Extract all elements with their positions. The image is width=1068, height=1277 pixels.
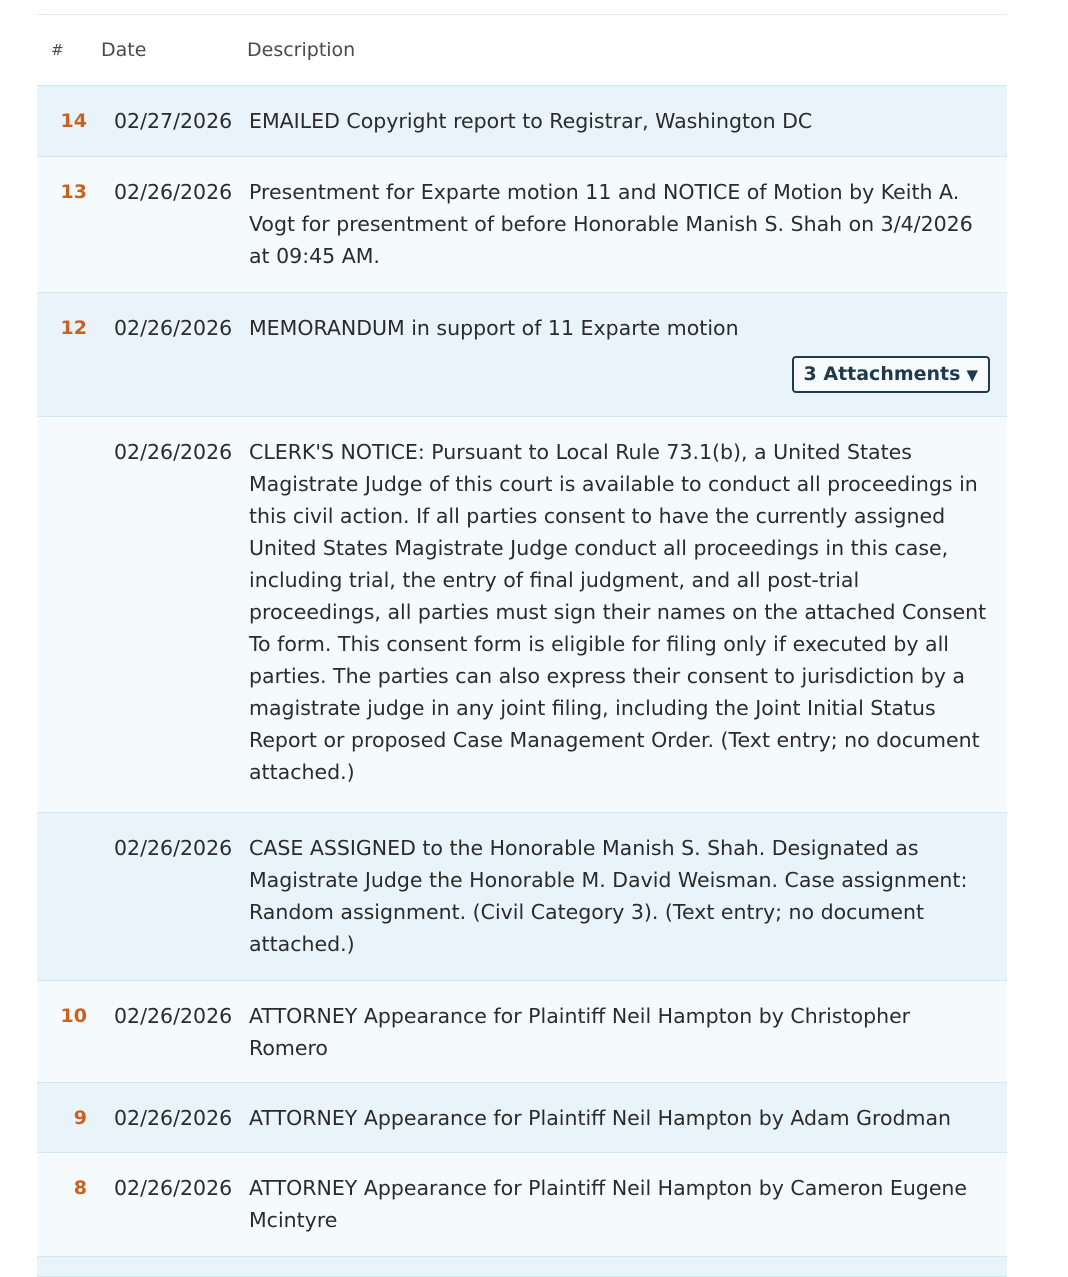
entry-date: 02/26/2026 <box>114 440 233 464</box>
table-row <box>37 813 1007 981</box>
entry-date: 02/26/2026 <box>114 1004 233 1028</box>
entry-date: 02/26/2026 <box>114 180 233 204</box>
entry-description: EMAILED Copyright report to Registrar, Washington DC <box>249 109 813 133</box>
attachments-container <box>249 344 989 393</box>
entry-description: CLERK'S NOTICE: Pursuant to Local Rule 73.1(b), a United States Magistrate Judge of this court is available to conduct all proceedings in this civil action. If all parties consent to have the currently assigned United States Magistrate Judge conduct all proceedings in this case, including trial, the entry of final judgment, and all post-trial proceedings, all parties must sign their names on the attached Consent To form. This consent form is eligible for filing only if executed by all parties. The parties can also express their consent to jurisdiction by a magistrate judge in any joint filing, including the Joint Initial Status Report or proposed Case Management Order. (Text entry; no document attached.) <box>249 440 987 784</box>
entry-date: 02/27/2026 <box>114 109 233 133</box>
table-row <box>37 157 1007 293</box>
entry-date: 02/26/2026 <box>114 1176 233 1200</box>
table-row-partial <box>37 1257 1007 1277</box>
entry-description: Presentment for Exparte motion 11 and NOTICE of Motion by Keith A. Vogt for presentment of before Honorable Manish S. Shah on 3/4/2026 at 09:45 AM. <box>249 180 973 268</box>
entry-number[interactable]: 10 <box>60 1005 87 1027</box>
table-row <box>37 417 1007 813</box>
entry-date: 02/26/2026 <box>114 316 233 340</box>
table-row <box>37 1153 1007 1257</box>
header-date: Date <box>101 39 147 61</box>
entry-number[interactable]: 8 <box>73 1177 87 1199</box>
entry-date: 02/26/2026 <box>114 1106 233 1130</box>
header-description: Description <box>247 39 356 61</box>
entry-number[interactable]: 9 <box>73 1107 87 1129</box>
caret-down-icon: ▼ <box>966 366 978 384</box>
entry-description: MEMORANDUM in support of 11 Exparte motion <box>249 316 739 340</box>
header-number: # <box>51 41 64 59</box>
entry-date: 02/26/2026 <box>114 836 233 860</box>
entry-number[interactable]: 13 <box>60 181 87 203</box>
attachments-label: 3 Attachments <box>803 363 961 385</box>
entry-number[interactable]: 12 <box>60 317 87 339</box>
table-row <box>37 981 1007 1083</box>
entry-description: ATTORNEY Appearance for Plaintiff Neil Hampton by Christopher Romero <box>249 1004 911 1060</box>
table-row <box>37 1083 1007 1153</box>
entry-description-cell <box>249 312 1007 393</box>
attachments-dropdown-button[interactable] <box>792 356 990 393</box>
docket-table <box>37 14 1007 1277</box>
entry-number[interactable]: 14 <box>60 110 87 132</box>
entry-description: ATTORNEY Appearance for Plaintiff Neil Hampton by Adam Grodman <box>249 1106 952 1130</box>
table-header <box>37 14 1007 86</box>
table-row <box>37 293 1007 417</box>
entry-description: ATTORNEY Appearance for Plaintiff Neil Hampton by Cameron Eugene Mcintyre <box>249 1176 968 1232</box>
table-row <box>37 86 1007 157</box>
entry-description: CASE ASSIGNED to the Honorable Manish S. Shah. Designated as Magistrate Judge the Honorable M. David Weisman. Case assignment: Random assignment. (Civil Category 3). (Text entry; no document attached.) <box>249 836 968 956</box>
